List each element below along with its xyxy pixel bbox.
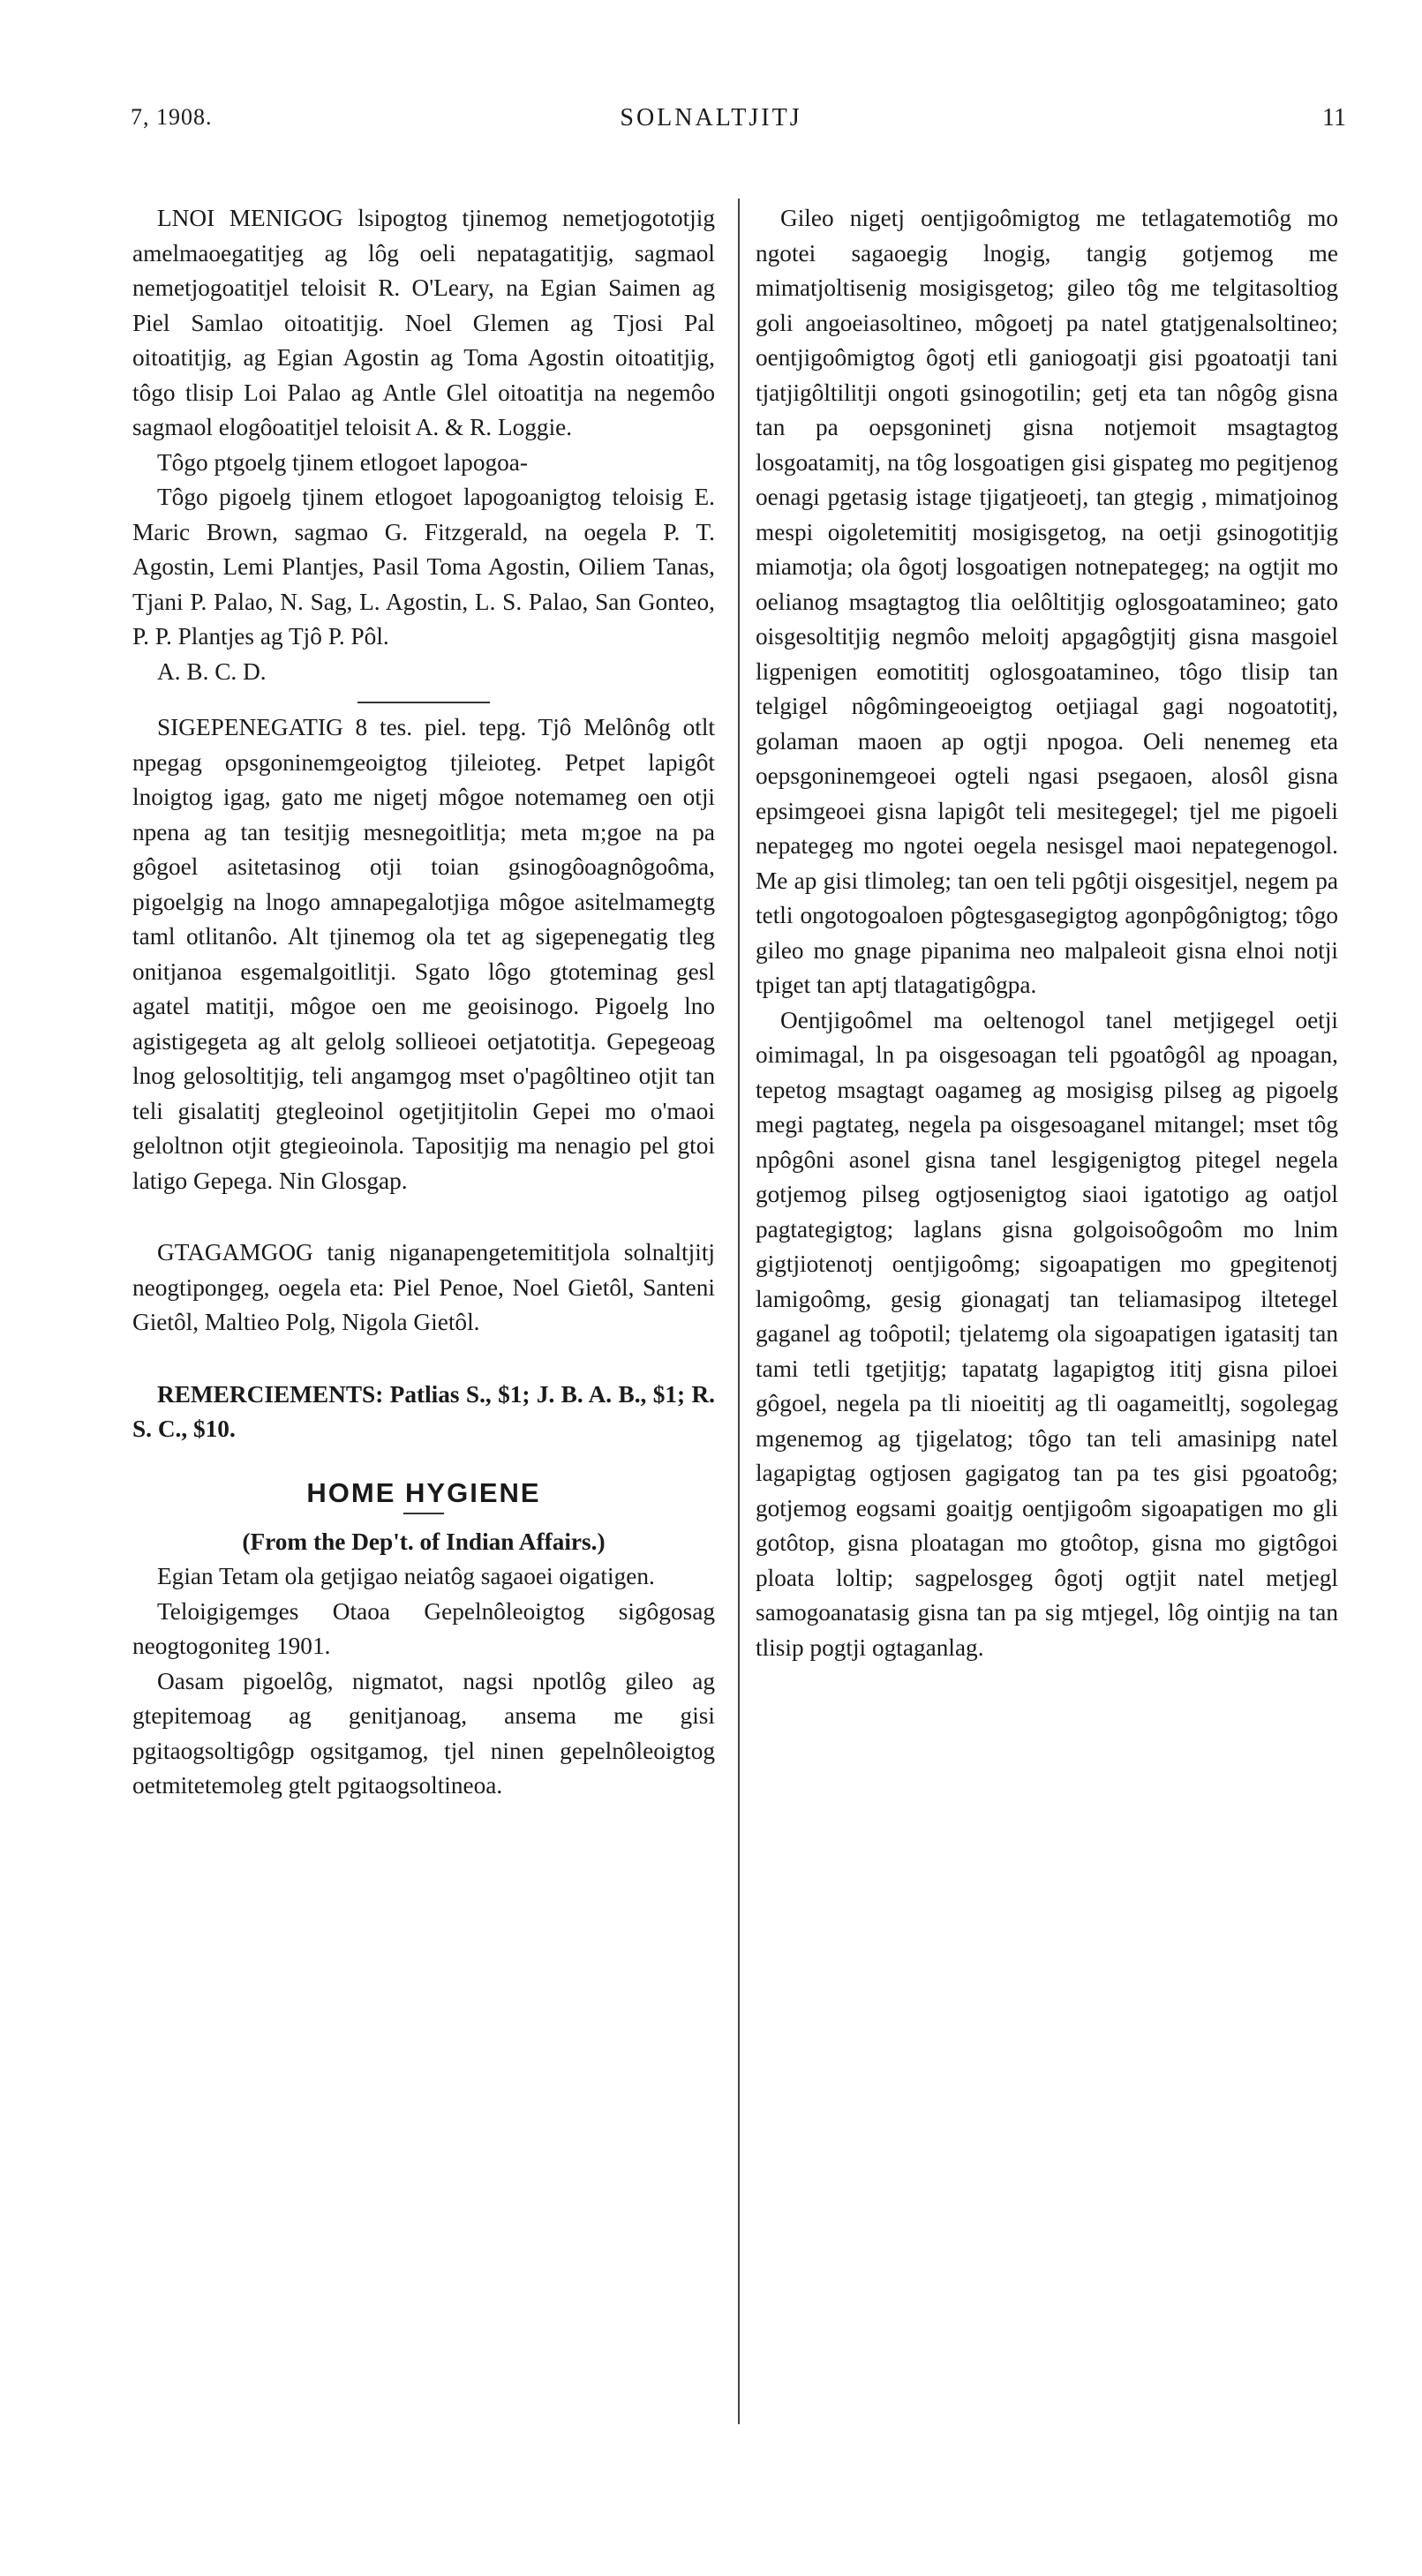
article-paragraph: Tôgo pigoelg tjinem etlogoet lapogoanigtog teloisig E. Maric Brown, sagmao G. Fitzgerald, na oegela P. T. Agostin, Lemi Plantjes, Pasil Toma Agostin, Oiliem Tanas, Tjani P. Palao, N. Sag, L. Agostin, L. S. Palao, San Gonteo, P. P. Plantjes ag Tjô P. Pôl. <box>132 484 715 650</box>
section-separator <box>357 702 490 703</box>
right-column <box>756 201 1338 1665</box>
source-line: (From the Dep't. of Indian Affairs.) <box>242 1528 606 1555</box>
remerciements-paragraph: REMERCIEMENTS: Patlias S., $1; J. B. A. B., $1; R. S. C., $10. <box>132 1380 715 1442</box>
article-paragraph: Egian Tetam ola getjigao neiatôg sagaoei oigatigen. <box>157 1563 655 1589</box>
article-paragraph: SIGEPENEGATIG 8 tes. piel. tepg. Tjô Melônôg otlt npegag opsgoninemgeoigtog tjileioteg. Petpet lapigôt lnoigtog igag, gato me nigetj môgoe notemameg oen otji npena ag tan tesitjig mesnegoitlitja; meta m;goe na pa gôgoel asitetasinog otji toian gsinogôoagnôgoôma, pigoelgig na lnogo amnapegalotjiga môgoe asitelmamegtg taml otlitanôo. Alt tjinemog ola tet ag sigepenegatig tleg onitjanoa esgemalgoitlitji. Sgato lôgo gtoteminag gesl agatel matitji, môgoe oen me geoisinogo. Pigoelg lno agistigegeta ag alt gelolg sollieoei oetjatotitja. Gepegeoag lnog gelosoltitjig, teli angamgog mset o'pagôltineo otjit tan teli gisalatitj gtegleoinol ogetjitjitolin Gepei mo o'maoi geloltnon otjit gtegieoinola. Tapositjig ma nenagio pel gtoi latigo Gepega. Nin Glosgap. <box>132 714 715 1194</box>
spacer <box>132 1447 715 1474</box>
spacer <box>132 1341 715 1378</box>
page-number: 11 <box>1322 104 1346 131</box>
page-header <box>0 104 1422 139</box>
heading-rule <box>403 1513 444 1514</box>
issue-date: 7, 1908. <box>131 104 213 130</box>
article-signature: A. B. C. D. <box>157 657 267 685</box>
newspaper-title: SOLNALTJITJ <box>620 104 802 131</box>
left-column <box>132 201 715 1804</box>
column-divider <box>738 199 740 2424</box>
article-paragraph: Tôgo ptgoelg tjinem etlogoet lapogoa- <box>157 448 528 476</box>
notice-paragraph: GTAGAMGOG tanig niganapengetemititjola solnaltjitj neogtipongeg, oegela eta: Piel Penoe, Noel Gietôl, Santeni Gietôl, Maltieo Polg, Nigola Gietôl. <box>132 1239 715 1335</box>
article-paragraph: Gileo nigetj oentjigoômigtog me tetlagatemotiôg mo ngotei sagaoegig lnogig, tangig gotjemog me mimatjoltisenig mosigisgetog; gileo tôg me telgitasoltiog goli angoeiasoltineo, môgoetj pa natel gtatjgenalsoltineo; oentjigoômigtog ôgotj etli ganiogoatji gisi pgoatoatji tani tjatjigôltilitji ongoti gsinogotilin; getj eta tan nôgôg gisna tan pa oepsgoninetj gisna notjemoit msagtagtog losgoatamitj, na tôg losgoatigen gisi gispateg mo pegitjenog oenagi pgetasig istage tjigatjeoetj, tan gtegig , mimatjoinog mespi oigoletemititj mosigisgetog, na oetji gsinogotitjig miamotja; ola ôgotj losgoatigen notnepategeg; na ogtjit mo oelianog msagtagtog tlia oelôltitjig oglosgoatamineo; gato oisgesoltitjig negmôo meloitj apgagôgtjitj gisna masgoiel ligpenigen eomotititj oglosgoatamineo, tôgo tlisip tan telgigel nôgômingeoeigtog oetjiagal gagi nogoatotitj, golaman maoen ap ogtji npogoa. Oeli nenemeg eta oepsgoninemgeoei ogteli ngasi psegaoen, alosôl gisna epsimgeoei gisna lapigôt teli mesitegegel; tjel me pigoeli nepategeg mo ngotei oegela nesisgel maoi nepategenogol. Me ap gisi tlimoleg; tan oen teli pgôtji oisgesitjel, negem pa tetli ongotogoaloen pôgtesgasegigtog agonpôgônigtog; tôgo gileo mo gnage pipanima neo malpaleoit gisna elnoi notji tpiget tan aptj tlatagatigôgpa. <box>756 205 1338 998</box>
article-paragraph: LNOI MENIGOG lsipogtog tjinemog nemetjogototjig amelmaoegatitjeg ag lôg oeli nepatagatitjig, sagmaol nemetjogoatitjel teloisit R. O'Leary, na Egian Saimen ag Piel Samlao oitoatitjig. Noel Glemen ag Tjosi Pal oitoatitjig, ag Egian Agostin ag Toma Agostin oitoatitjig, tôgo tlisip Loi Palao ag Antle Glel oitoatitja na negemôo sagmaol elogôoatitjel teloisit A. & R. Loggie. <box>132 205 715 440</box>
section-heading: HOME HYGIENE <box>306 1476 541 1508</box>
article-paragraph: Oentjigoômel ma oeltenogol tanel metjigegel oetji oimimagal, ln pa oisgesoagan teli pgoatôgôl ag npoagan, tepetog msagtagt oagameg ag mosigisg pilseg ag pigoelg megi pagtateg, negela pa oisgesoaganel mitangel; mset tôg npôgôni asonel gisna tanel lesgigenigtog pitegel negela gotjemog pilseg ogtjosenigtog siaoi igatotigo ag oatjol pagtategigtog; laglans gisna golgoisoôgoôm mo lnim gigtjiotenotj oentjigoômg; sigoapatigen mo gpegitenotj lamigoômg, gesig gionagatj tan teliamasipog iltetegel gaganel ag toôpotil; tjelatemg ola sigoapatigen igatasitj tan tami tetli tgetjitjg; tapatatg lagapigtog ititj gisna piloei gôgoel, negela pa tli nioeititj ag tli oagameitltj, sogolegag mgenemog ag tjigelatog; tôgo tan teli amasinipg natel lagapigtag ogtjosen gagigatog tan pa tes gisi pgoatoôg; gotjemog eogsami goaitjg oentjigoôm sigoapatigen mo gli gotôtop, gisna ploatagan mo gtoôtop, gisna mo gigtôgoi ploata loltip; sagpelosgeg ôgotj ogtjit natel metjegl samogoanatasig gisna tan pa sig mtjegel, lôg ointjig na tan tlisip pogtji ogtaganlag. <box>756 1006 1338 1661</box>
article-paragraph: Teloigigemges Otaoa Gepelnôleoigtog sigôgosag neogtogoniteg 1901. <box>132 1597 715 1659</box>
article-paragraph: Oasam pigoelôg, nigmatot, nagsi npotlôg gileo ag gtepitemoag ag genitjanoag, ansema me gisi pgitaogsoltigôgp ogsitgamog, tjel ninen gepelnôleoigtog oetmitetemoleg gtelt pgitaogsoltineoa. <box>132 1667 715 1799</box>
spacer <box>132 1198 715 1235</box>
